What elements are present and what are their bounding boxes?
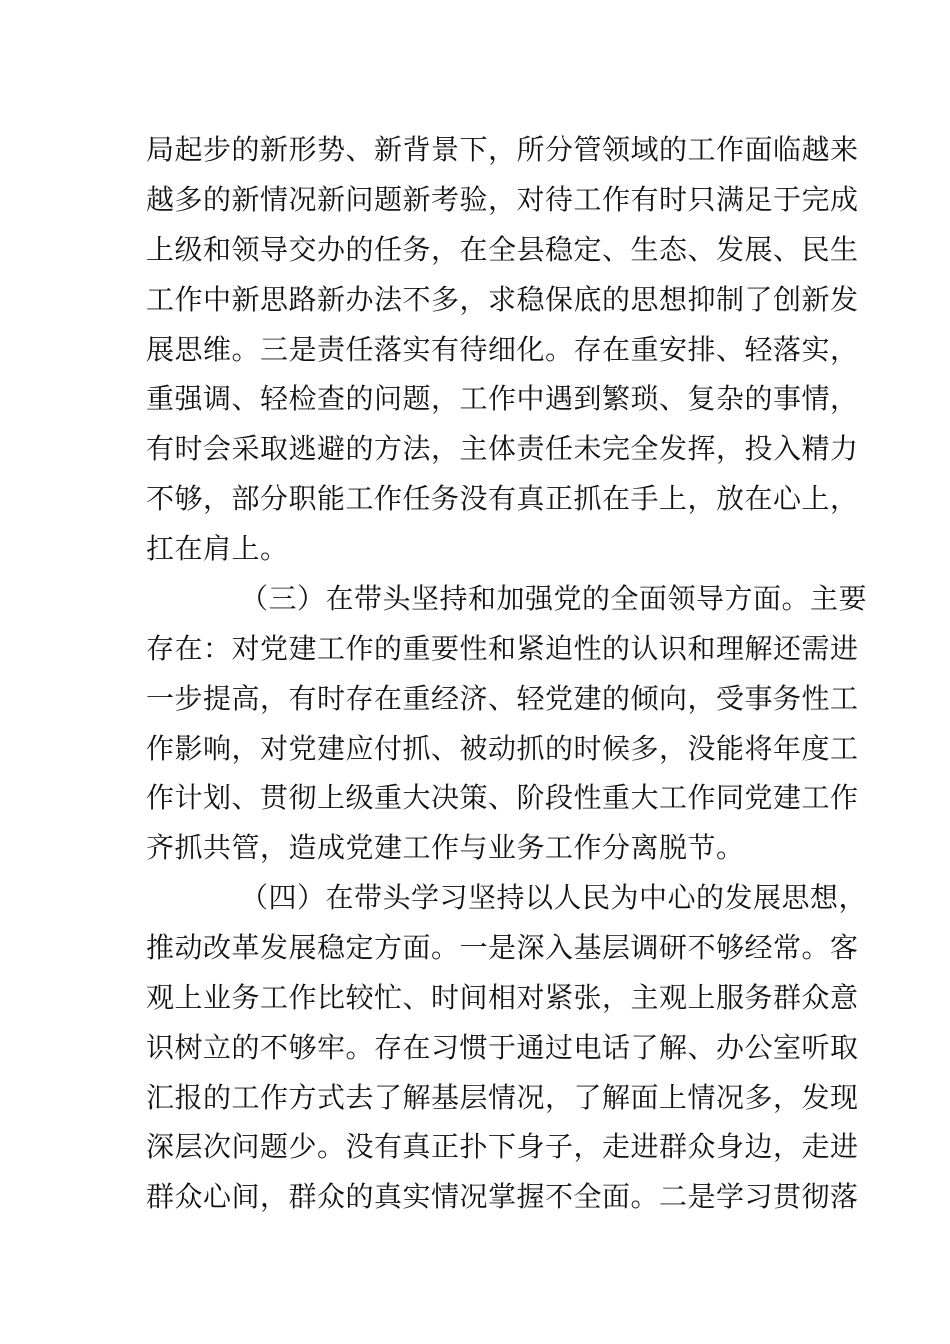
text-line: 深层次问题少。没有真正扑下身子，走进群众身边，走进 [146,1130,859,1163]
text-line: 重强调、轻检查的问题，工作中遇到繁琐、复杂的事情， [146,382,859,415]
paragraph-heading-3: （三）在带头坚持和加强党的全面领导方面。主要 [240,582,868,615]
text-line: 齐抓共管，造成党建工作与业务工作分离脱节。 [146,831,745,864]
text-line: 上级和领导交办的任务，在全县稳定、生态、发展、民生 [146,233,859,266]
text-line: 局起步的新形势、新背景下，所分管领域的工作面临越来 [146,133,859,166]
paragraph-heading-4: （四）在带头学习坚持以人民为中心的发展思想， [240,881,868,914]
text-line: 识树立的不够牢。存在习惯于通过电话了解、办公室听取 [146,1031,859,1064]
text-line: 越多的新情况新问题新考验，对待工作有时只满足于完成 [146,183,859,216]
text-line: 工作中新思路新办法不多，求稳保底的思想抑制了创新发 [146,283,859,316]
text-line: 扛在肩上。 [146,532,289,565]
text-line: 不够，部分职能工作任务没有真正抓在手上，放在心上， [146,482,859,515]
text-line: 作计划、贯彻上级重大决策、阶段性重大工作同党建工作 [146,781,859,814]
text-line: 推动改革发展稳定方面。一是深入基层调研不够经常。客 [146,931,859,964]
text-line: 作影响，对党建应付抓、被动抓的时候多，没能将年度工 [146,732,859,765]
text-line: 存在：对党建工作的重要性和紧迫性的认识和理解还需进 [146,632,859,665]
text-line: 有时会采取逃避的方法，主体责任未完全发挥，投入精力 [146,432,859,465]
text-line: 一步提高，有时存在重经济、轻党建的倾向，受事务性工 [146,682,859,715]
text-line: 汇报的工作方式去了解基层情况，了解面上情况多，发现 [146,1081,859,1114]
text-line: 展思维。三是责任落实有待细化。存在重安排、轻落实， [146,333,859,366]
text-line: 群众心间，群众的真实情况掌握不全面。二是学习贯彻落 [146,1180,859,1213]
text-line: 观上业务工作比较忙、时间相对紧张，主观上服务群众意 [146,981,859,1014]
